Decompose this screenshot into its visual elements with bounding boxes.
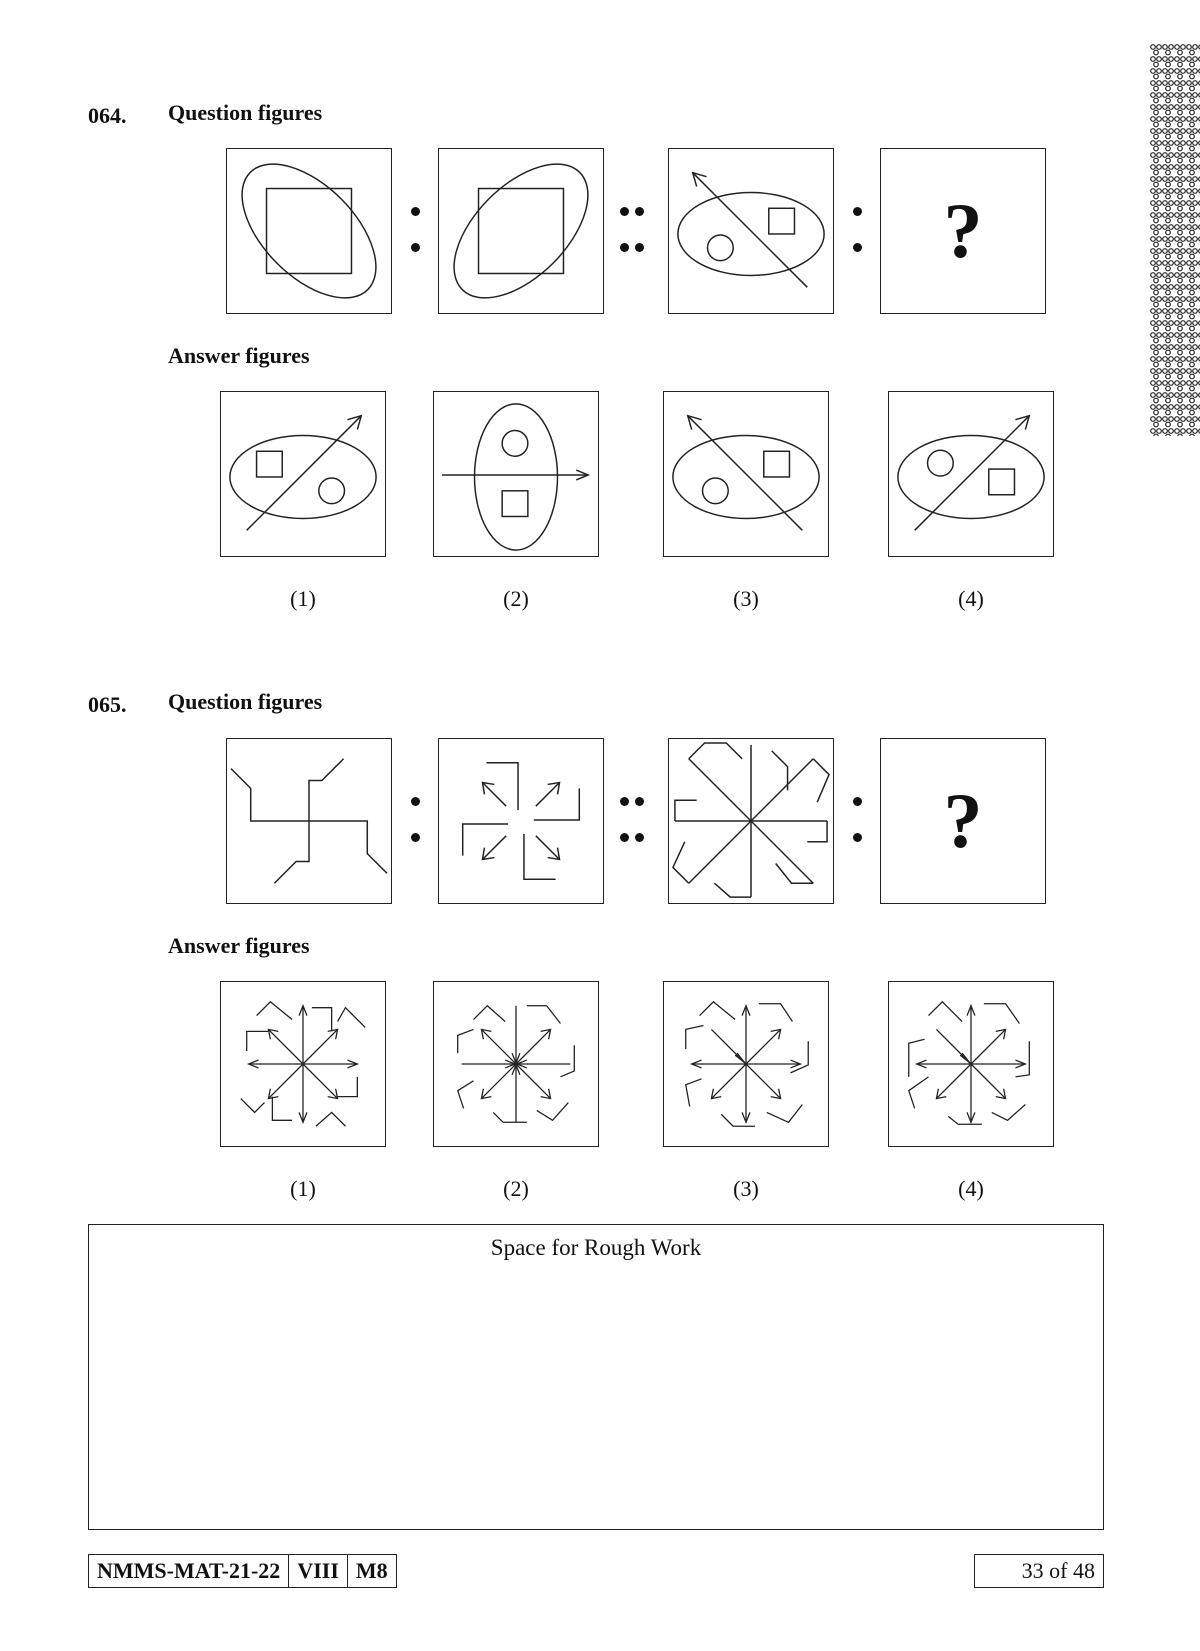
ratio-colon bbox=[404, 201, 428, 261]
q64-answer-figure-2[interactable] bbox=[433, 391, 599, 557]
q65-question-figure-1 bbox=[226, 738, 392, 904]
option-label-1: (1) bbox=[290, 586, 316, 611]
option-label-3: (3) bbox=[733, 586, 759, 611]
q65-answer-figure-3[interactable] bbox=[663, 981, 829, 1147]
class-code: VIII bbox=[288, 1555, 347, 1587]
q65-question-figure-3 bbox=[668, 738, 834, 904]
q64-question-figure-1 bbox=[226, 148, 392, 314]
question-number: 064. bbox=[88, 103, 127, 128]
set-code: M8 bbox=[347, 1555, 396, 1587]
footer-code-box bbox=[88, 1554, 397, 1588]
q64-answer-figure-3[interactable] bbox=[663, 391, 829, 557]
answer-figures-heading: Answer figures bbox=[168, 933, 310, 958]
option-label-2: (2) bbox=[503, 1176, 529, 1201]
question-figures-heading: Question figures bbox=[168, 689, 323, 714]
option-label-1: (1) bbox=[290, 1176, 316, 1201]
q64-question-figure-unknown bbox=[880, 148, 1046, 314]
q65-question-figure-2 bbox=[438, 738, 604, 904]
q64-answer-figure-1[interactable] bbox=[220, 391, 386, 557]
q65-answer-figure-1[interactable] bbox=[220, 981, 386, 1147]
q64-question-figure-2 bbox=[438, 148, 604, 314]
rough-work-label: Space for Rough Work bbox=[490, 1235, 702, 1260]
q64-question-figure-3 bbox=[668, 148, 834, 314]
question-number: 065. bbox=[88, 692, 127, 717]
q65-answer-figure-2[interactable] bbox=[433, 981, 599, 1147]
option-label-4: (4) bbox=[958, 586, 984, 611]
decorative-margin-pattern bbox=[1150, 44, 1200, 436]
ratio-colon bbox=[404, 791, 428, 851]
question-mark: ? bbox=[943, 777, 983, 864]
option-label-4: (4) bbox=[958, 1176, 984, 1201]
option-label-2: (2) bbox=[503, 586, 529, 611]
question-figures-heading: Question figures bbox=[168, 100, 323, 125]
answer-figures-heading: Answer figures bbox=[168, 343, 310, 368]
proportion-double-colon bbox=[618, 791, 648, 851]
paper-code: NMMS-MAT-21-22 bbox=[97, 1558, 281, 1583]
q64-answer-figure-4[interactable] bbox=[888, 391, 1054, 557]
question-mark: ? bbox=[943, 187, 983, 274]
q65-answer-figure-4[interactable] bbox=[888, 981, 1054, 1147]
q65-question-figure-unknown bbox=[880, 738, 1046, 904]
ratio-colon bbox=[846, 201, 870, 261]
ratio-colon bbox=[846, 791, 870, 851]
rough-work-box bbox=[88, 1224, 1104, 1530]
page-number: 33 of 48 bbox=[974, 1554, 1104, 1588]
proportion-double-colon bbox=[618, 201, 648, 261]
option-label-3: (3) bbox=[733, 1176, 759, 1201]
